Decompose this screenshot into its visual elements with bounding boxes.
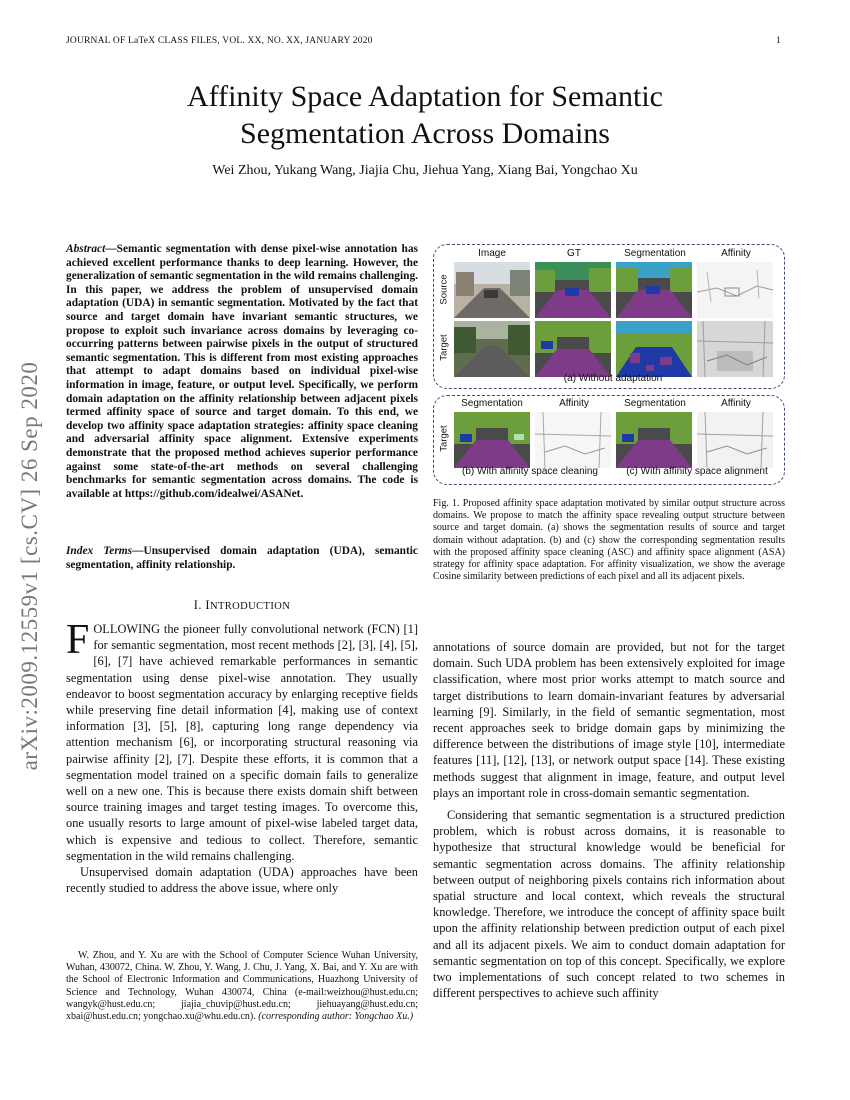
paper-title [66, 78, 784, 152]
running-head: JOURNAL OF LaTeX CLASS FILES, VOL. XX, NO. XX, JANUARY 2020 [66, 36, 373, 46]
target-affinity [697, 321, 773, 377]
bottom-col-affinity-2: Affinity [721, 398, 751, 409]
abstract-text: —Semantic segmentation with dense pixel-wise annotation has achieved excellent performance thanks to deep learning. However, the generalization of semantic segmentation in the wild remains challenging. In this paper, we address the problem of unsupervised domain adaptation (UDA) in semantic segmentation. Motivated by the fact that source and target domain have invariant semantic structures, we propose to exploit such invariance across domains by leveraging co-occurring patterns between pairwise pixels in the output of structured semantic segmentation. This is different from most existing approaches that attempt to adapt domains based on individual pixel-wise information in image, feature, or output level. Specifically, we perform domain adaptation on the affinity relationship between adjacent pixels termed affinity space of source and target domain. To this end, we develop two affinity space adaptation strategies: affinity space cleaning and adversarial affinity space alignment. Extensive experiments demonstrate that the proposed method achieves superior performance against some state-of-the-art methods on several challenging benchmarks for semantic segmentation across domains. The code is available at https://github.com/idealwei/ASANet. [66, 243, 418, 500]
title-line-1: Affinity Space Adaptation for Semantic [186, 80, 663, 113]
intro-paragraph-1: FOLLOWING the pioneer fully convolutional network (FCN) [1] for semantic segmentation, most recent methods [2], [3], [4], [5], [6], [7] have achieved remarkable performances in semantic segmentation using dense pixel-wise annotation. They usually endeavor to boost segmentation accuracy by enlarging receptive fields while preserving fine detail information [4], making use of context information [3], [5], [8], capturing long range dependency via attention mechanism [6], or incorporating structural reasoning via pairwise affinity [2], [7]. Despite these efforts, it is common that a segmentation model trained on a specific domain fails to generalize well on a new one. This is because there exists domain shift between source training images and target testing images. To overcome this, one usually resorts to large amount of pixel-wise labeled target data, which is expensive and tedious to collect. Therefore, semantic segmentation in the wild remains challenging. [66, 617, 418, 863]
figure-1 [433, 244, 785, 492]
source-image [454, 262, 530, 318]
col-label-affinity: Affinity [721, 248, 751, 259]
asa-segmentation [616, 412, 692, 468]
index-terms-label: Index Terms [66, 545, 133, 557]
col-label-image: Image [478, 248, 506, 259]
bottom-col-segmentation-2: Segmentation [624, 398, 686, 409]
figure-caption: Fig. 1. Proposed affinity space adaptation motivated by similar output structure across domains. We propose to match the affinity space revealing output structure between source and target domain. (a) shows the segmentation results of source and target domain without adaptation. (b) and (c) show the corresponding segmentation results with the proposed affinity space cleaning (ASC) and affinity space alignment (ASA) strategy for affinity space adaptation. For affinity visualization, we show the average Cosine similarity between predictions of each pixel and all its adjacent pixels. [433, 498, 785, 583]
intro-paragraph-2: Unsupervised domain adaptation (UDA) approaches have been recently studied to address the above issue, where only [66, 865, 418, 896]
footnote-rule [66, 941, 418, 942]
right-paragraph-2: Considering that semantic segmentation is a structured prediction problem, which is robust across domains, it is reasonable to hypothesize that structural knowledge would be beneficial for semantic segmentation across domains. The affinity relationship between output of neighboring pixels contains rich information about spatial structure and local context, which reveals the structural knowledge. Therefore, we introduce the concept of affinity space built upon the affinity relationship between prediction output of each pixel and all its adjacent pixels. We aim to conduct domain adaptation for semantic segmentation on top of this concept. Specifically, we explore two implementations of such concept related to two schemes in different perspectives to achieve such affinity [433, 808, 785, 1001]
source-affinity [697, 262, 773, 318]
asc-segmentation [454, 412, 530, 468]
index-terms-text: —Unsupervised domain adaptation (UDA), semantic segmentation, affinity relationship. [66, 545, 418, 571]
asc-affinity [535, 412, 611, 468]
section-heading: I. INTRODUCTION [193, 598, 291, 612]
right-column [433, 639, 785, 1001]
bottom-col-segmentation-1: Segmentation [461, 398, 523, 409]
corresponding-author: (corresponding author: Yongchao Xu.) [258, 1011, 414, 1023]
bottom-col-affinity-1: Affinity [559, 398, 589, 409]
arxiv-stamp: arXiv:2009.12559v1 [cs.CV] 26 Sep 2020 [17, 361, 42, 771]
bottom-row-label: Target [438, 425, 450, 452]
footnote: W. Zhou, and Y. Xu are with the School of Computer Science Wuhan University, Wuhan, 430072, China. W. Zhou, Y. Wang, J. Chu, J. Yang, X. Bai, and Y. Xu are with the School of Electronic Information and Communications, Huazhong University of Science and Technology, Wuhan 430074, China (e-mail:weizhou@hust.edu.cn; wangyk@hust.edu.cn; jiajia_chuvip@hust.edu.cn; jiehuayang@hust.edu.cn; xbai@hust.edu.cn; yongchao.xu@whu.edu.cn). (corresponding author: Yongchao Xu.) [66, 950, 418, 1023]
target-image [454, 321, 530, 377]
subcaption-b: (b) With affinity space cleaning [462, 466, 598, 477]
page-number: 1 [776, 36, 781, 46]
author-list: Wei Zhou, Yukang Wang, Jiajia Chu, Jiehua Yang, Xiang Bai, Yongchao Xu [212, 163, 638, 178]
subcaption-a: (a) Without adaptation [563, 373, 663, 384]
asa-affinity [697, 412, 773, 468]
abstract [66, 243, 418, 501]
abstract-label: Abstract [66, 243, 106, 255]
col-label-gt: GT [567, 248, 581, 259]
index-terms [66, 545, 418, 572]
intro-left-column [66, 617, 418, 896]
target-gt [535, 321, 611, 377]
subcaption-c: (c) With affinity space alignment [626, 466, 768, 477]
target-segmentation [616, 321, 692, 377]
source-segmentation [616, 262, 692, 318]
source-gt [535, 262, 611, 318]
title-line-2: Segmentation Across Domains [240, 117, 610, 150]
col-label-segmentation: Segmentation [624, 248, 686, 259]
drop-cap: F [66, 617, 90, 663]
right-paragraph-1: annotations of source domain are provided, but not for the target domain. Such UDA problem has been extensively exploited for image classification, where most prior works attempt to match source and target distributions to learn domain-invariant features by adversarial learning [9]. Similarly, in the field of semantic segmentation, most recent approaches seek to bridge domain gaps by minimizing the difference between the distributions of image style [10], intermediate features [11], [12], [13], or network output space [14]. These existing methods suggest that alignment in image, feature, and output level plays an important role in cross-domain semantic segmentation. [433, 640, 785, 800]
row-label-source: Source [438, 274, 450, 305]
row-label-target: Target [438, 334, 450, 361]
